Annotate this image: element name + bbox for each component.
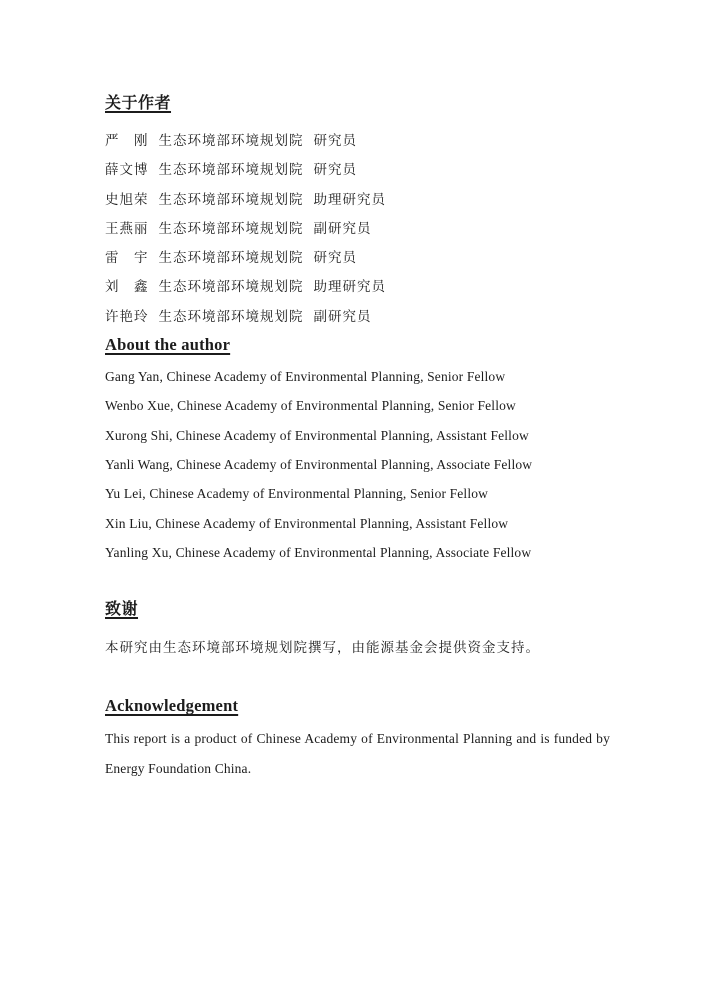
author-affiliation: 生态环境部环境规划院 [158,133,304,148]
author-job-title: 研究员 [313,250,357,266]
author-affiliation: 生态环境部环境规划院 [158,279,304,295]
section-about-author-zh [105,95,610,331]
author-affiliation: 生态环境部环境规划院 [158,308,304,324]
author-row-zh [105,185,610,214]
author-row-zh [105,272,610,301]
author-row-zh [105,302,610,331]
author-name: 薛文博 [105,162,149,178]
author-name: 刘 鑫 [105,279,149,295]
author-name: 严 刚 [105,133,149,148]
author-row-en: Yanling Xu, Chinese Academy of Environmental Planning, Associate Fellow [105,544,532,560]
acknowledgement-zh-body: 本研究由生态环境部环境规划院撰写，由能源基金会提供资金支持。 [105,640,540,656]
heading-acknowledgement-zh: 致谢 [105,601,139,619]
author-row-en: Wenbo Xue, Chinese Academy of Environmental Planning, Senior Fellow [105,398,516,414]
heading-about-author-zh: 关于作者 [105,95,172,112]
author-row-en: Yanli Wang, Chinese Academy of Environmental Planning, Associate Fellow [105,456,533,472]
author-job-title: 副研究员 [313,308,372,324]
author-row-zh [105,155,610,184]
author-job-title: 副研究员 [313,220,372,236]
section-acknowledgement-zh [105,601,610,662]
author-affiliation: 生态环境部环境规划院 [158,220,304,236]
author-affiliation: 生态环境部环境规划院 [158,162,304,178]
author-name: 许艳玲 [105,308,149,324]
author-row-zh [105,243,610,272]
heading-acknowledgement-en: Acknowledgement [105,696,239,716]
section-about-author-en [105,335,610,567]
author-row-zh [105,214,610,243]
author-row-en: Yu Lei, Chinese Academy of Environmental Planning, Senior Fellow [105,486,489,502]
author-job-title: 助理研究员 [313,191,386,207]
author-job-title: 研究员 [313,162,357,178]
author-job-title: 研究员 [313,133,357,148]
heading-about-author-en: About the author [105,335,231,355]
author-affiliation: 生态环境部环境规划院 [158,191,304,207]
author-row-zh [105,126,610,155]
author-affiliation: 生态环境部环境规划院 [158,250,304,266]
author-name: 王燕丽 [105,220,149,236]
author-row-en: Gang Yan, Chinese Academy of Environmental Planning, Senior Fellow [105,369,506,385]
author-name: 史旭荣 [105,191,149,207]
author-job-title: 助理研究员 [313,279,386,295]
author-row-en: Xurong Shi, Chinese Academy of Environmental Planning, Assistant Fellow [105,427,529,443]
acknowledgement-en-body: This report is a product of Chinese Academy of Environmental Planning and is funded by Energy Foundation China. [105,731,610,776]
author-name: 雷 宇 [105,250,149,266]
author-row-en: Xin Liu, Chinese Academy of Environmental Planning, Assistant Fellow [105,515,509,531]
section-acknowledgement-en [105,696,610,783]
